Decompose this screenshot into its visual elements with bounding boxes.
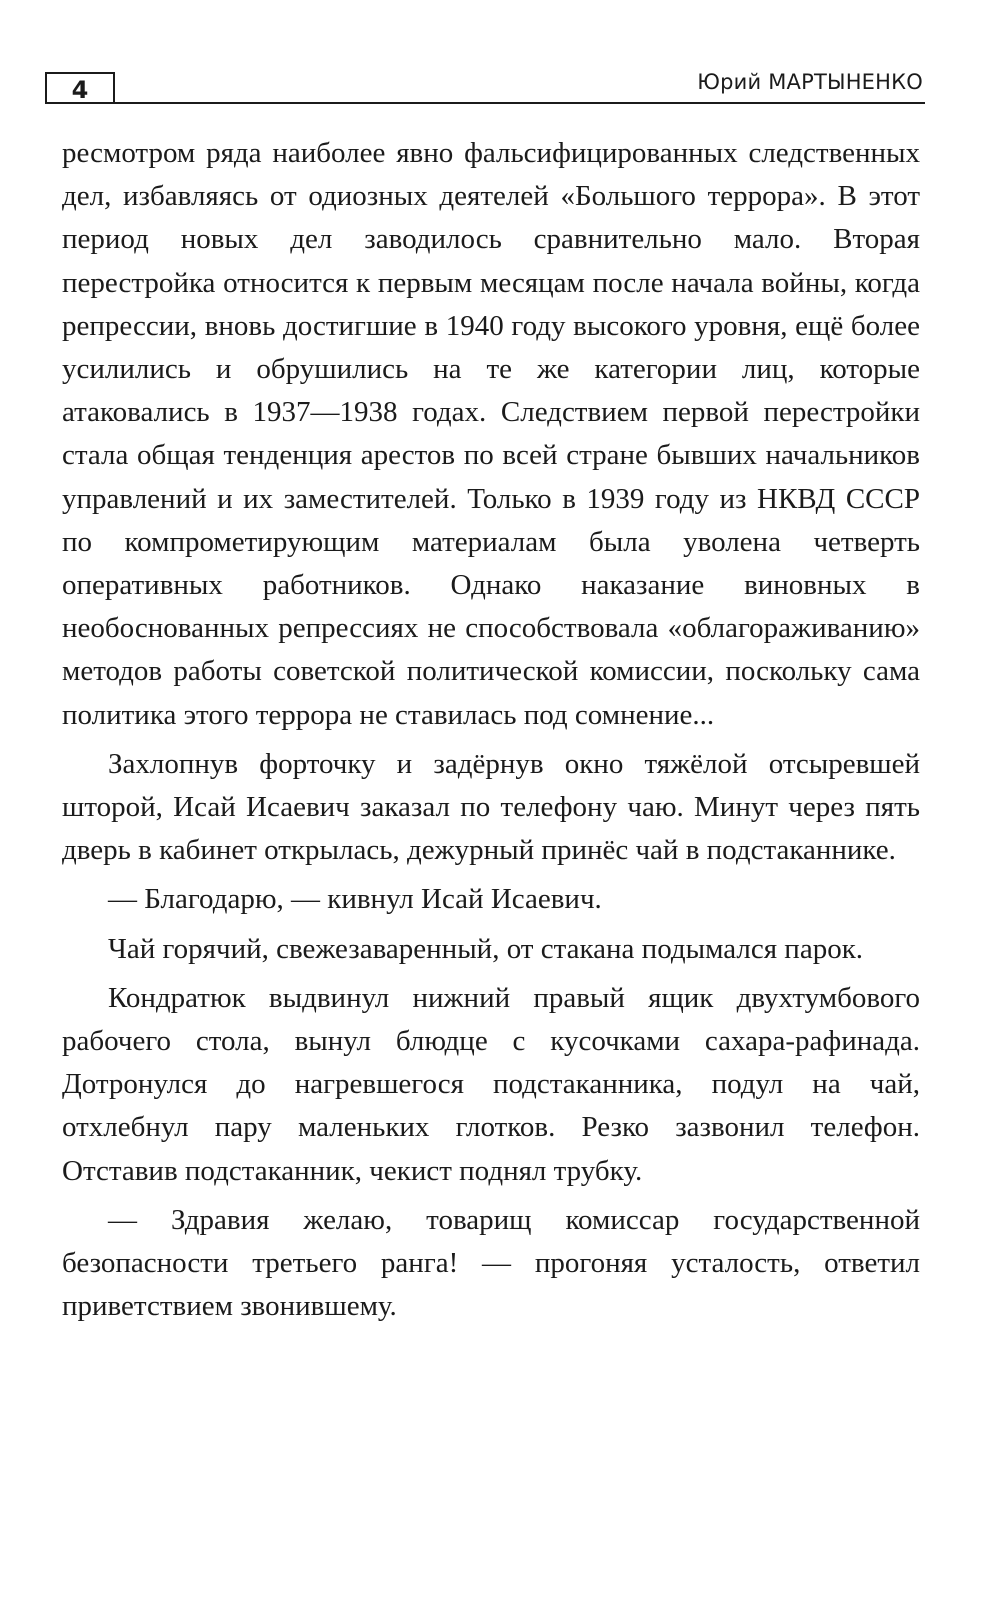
page-number: 4 xyxy=(71,76,89,104)
page-number-box xyxy=(45,72,115,104)
header-rule xyxy=(45,102,925,104)
running-head-author: Юрий МАРТЫНЕНКО xyxy=(697,70,923,94)
paragraph-continued: ресмотром ряда наиболее явно фальсифицированных следственных дел, избавляясь от одиозных деятелей «Большого террора». В этот период новых дел заводилось сравнительно мало. Вторая перестройка относится к первым месяцам после начала войны, когда репрессии, вновь достигшие в 1940 году высокого уровня, ещё более усилились и обрушились на те же категории лиц, которые атаковались в 1937—1938 годах. Следствием первой перестройки стала общая тенденция арестов по всей стране бывших начальников управлений и их заместителей. Только в 1939 году из НКВД СССР по компрометирующим материалам была уволена четверть оперативных работников. Однако наказание виновных в необоснованных репрессиях не способствовала «облагораживанию» методов работы советской политической комиссии, поскольку сама политика этого террора не ставилась под сомнение... xyxy=(62,137,920,731)
paragraph: Захлопнув форточку и задёрнув окно тяжёлой отсыревшей шторой, Исай Исаевич заказал по телефону чаю. Минут через пять дверь в кабинет открылась, дежурный принёс чай в подстаканнике. xyxy=(62,747,920,867)
dialogue-line: — Здравия желаю, товарищ комиссар государственной безопасности третьего ранга! — прогоняя усталость, ответил приветствием звонившему. xyxy=(62,1203,920,1323)
body-text xyxy=(62,132,920,1334)
page-header xyxy=(45,64,925,104)
dialogue-line: — Благодарю, — кивнул Исай Исаевич. xyxy=(108,883,602,916)
paragraph: Чай горячий, свежезаваренный, от стакана подымался парок. xyxy=(108,932,864,965)
paragraph: Кондратюк выдвинул нижний правый ящик двухтумбового рабочего стола, вынул блюдце с кусочками сахара-рафинада. Дотронулся до нагревшегося подстаканника, подул на чай, отхлебнул пару маленьких глотков. Резко зазвонил телефон. Отставив подстаканник, чекист поднял трубку. xyxy=(62,981,920,1187)
